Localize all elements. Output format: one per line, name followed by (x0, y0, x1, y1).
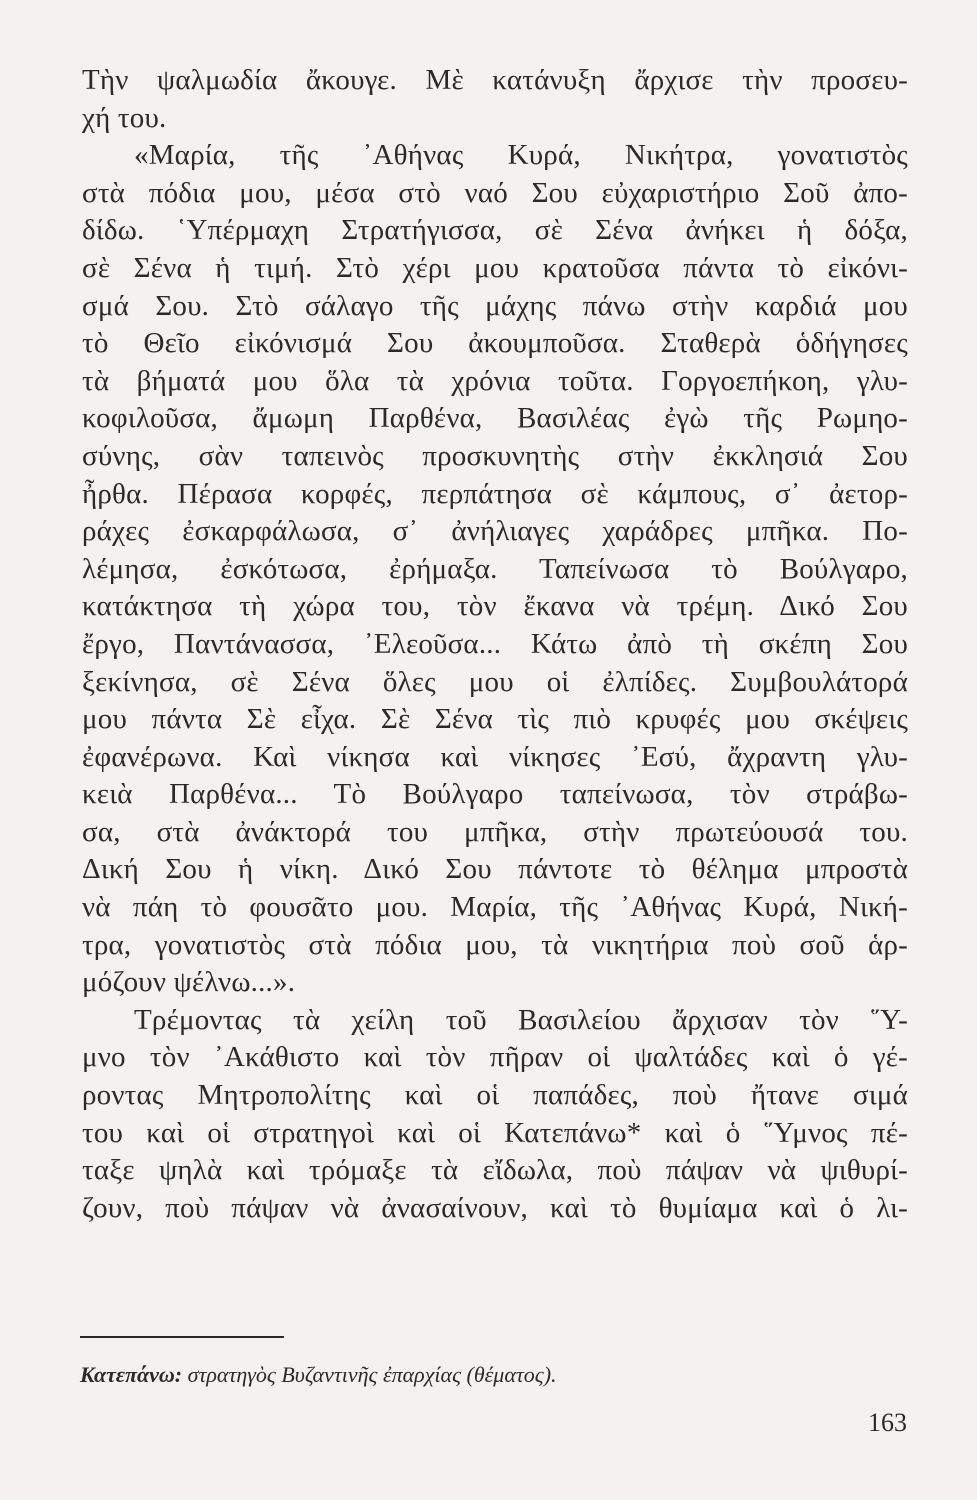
text-line: κοφιλοῦσα, ἄμωμη Παρθένα, Βασιλέας ἐγὼ τῆς Ρωμηο- (82, 402, 908, 435)
text-line: τρα, γονατιστὸς στὰ πόδια μου, τὰ νικητήρια ποὺ σοῦ ἁρ- (82, 928, 908, 961)
footnote (80, 1362, 557, 1388)
text-line: μνο τὸν ᾿Ακάθιστο καὶ τὸν πῆραν οἱ ψαλτάδες καὶ ὁ γέ- (82, 1041, 908, 1074)
text-line: ξεκίνησα, σὲ Σένα ὅλες μου οἱ ἐλπίδες. Συμβουλάτορά (82, 665, 908, 698)
text-line: σμά Σου. Στὸ σάλαγο τῆς μάχης πάνω στὴν καρδιά μου (82, 289, 908, 322)
text-line: τὰ βήματά μου ὅλα τὰ χρόνια τοῦτα. Γοργοεπήκοη, γλυ- (82, 364, 908, 397)
text-line: μου πάντα Σὲ εἶχα. Σὲ Σένα τὶς πιὸ κρυφές μου σκέψεις (82, 703, 908, 736)
text-line: μόζουν ψέλνω...». (82, 966, 296, 999)
text-line: ράχες ἐσκαρφάλωσα, σ᾿ ἀνήλιαγες χαράδρες μπῆκα. Πο- (82, 515, 908, 548)
text-line: ἦρθα. Πέρασα κορφές, περπάτησα σὲ κάμπους, σ᾿ ἀετορ- (82, 477, 908, 510)
footnote-divider (80, 1336, 284, 1338)
text-line: τὸ Θεῖο εἰκόνισμά Σου ἀκουμποῦσα. Σταθερὰ ὁδήγησες (82, 327, 908, 360)
text-line: κατάκτησα τὴ χώρα του, τὸν ἔκανα νὰ τρέμη. Δικό Σου (82, 590, 908, 623)
text-line: στὰ πόδια μου, μέσα στὸ ναό Σου εὐχαριστήριο Σοῦ ἀπο- (82, 176, 908, 209)
text-line: ἔργο, Παντάνασσα, ᾿Ελεοῦσα... Κάτω ἀπὸ τὴ σκέπη Σου (82, 627, 908, 660)
text-line: Τὴν ψαλμωδία ἄκουγε. Μὲ κατάνυξη ἄρχισε τὴν προσευ- (82, 64, 908, 96)
text-line: σύνης, σὰν ταπεινὸς προσκυνητὴς στὴν ἐκκλησιά Σου (82, 439, 908, 472)
text-line: ταξε ψηλὰ καὶ τρόμαξε τὰ εἴδωλα, ποὺ πάψαν νὰ ψιθυρί- (82, 1154, 908, 1187)
text-line: κειὰ Παρθένα... Τὸ Βούλγαρο ταπείνωσα, τὸν στράβω- (82, 778, 908, 811)
text-line: δίδω. ῾Υπέρμαχη Στρατήγισσα, σὲ Σένα ἀνήκει ἡ δόξα, (82, 214, 908, 247)
text-line: ροντας Μητροπολίτης καὶ οἱ παπάδες, ποὺ ἤτανε σιμά (82, 1079, 908, 1112)
text-line: ζουν, ποὺ πάψαν νὰ ἀνασαίνουν, καὶ τὸ θυμίαμα καὶ ὁ λι- (82, 1191, 908, 1224)
text-line: χή του. (82, 101, 167, 134)
page-number: 163 (868, 1408, 907, 1437)
text-line: Τρέμοντας τὰ χείλη τοῦ Βασιλείου ἄρχισαν τὸν ῞Υ- (134, 1003, 908, 1036)
body-text (82, 62, 908, 1227)
text-line: Δική Σου ἡ νίκη. Δικό Σου πάντοτε τὸ θέλημα μπροστὰ (82, 853, 908, 886)
text-line: σα, στὰ ἀνάκτορά του μπῆκα, στὴν πρωτεύουσά του. (82, 815, 908, 848)
text-line: λέμησα, ἐσκότωσα, ἐρήμαξα. Ταπείνωσα τὸ Βούλγαρο, (82, 552, 908, 585)
text-line: του καὶ οἱ στρατηγοὶ καὶ οἱ Κατεπάνω* καὶ ὁ ῞Υμνος πέ- (82, 1116, 908, 1149)
text-line: νὰ πάη τὸ φουσᾶτο μου. Μαρία, τῆς ᾿Αθήνας Κυρά, Νική- (82, 891, 908, 924)
text-line: σὲ Σένα ἡ τιμή. Στὸ χέρι μου κρατοῦσα πάντα τὸ εἰκόνι- (82, 251, 908, 284)
footnote-definition: στρατηγὸς Βυζαντινῆς ἐπαρχίας (θέματος). (187, 1362, 557, 1387)
text-line: «Μαρία, τῆς ᾿Αθήνας Κυρά, Νικήτρα, γονατιστὸς (134, 139, 908, 172)
footnote-term: Κατεπάνω: (80, 1362, 183, 1387)
text-line: ἐφανέρωνα. Καὶ νίκησα καὶ νίκησες ᾿Εσύ, ἄχραντη γλυ- (82, 740, 908, 773)
